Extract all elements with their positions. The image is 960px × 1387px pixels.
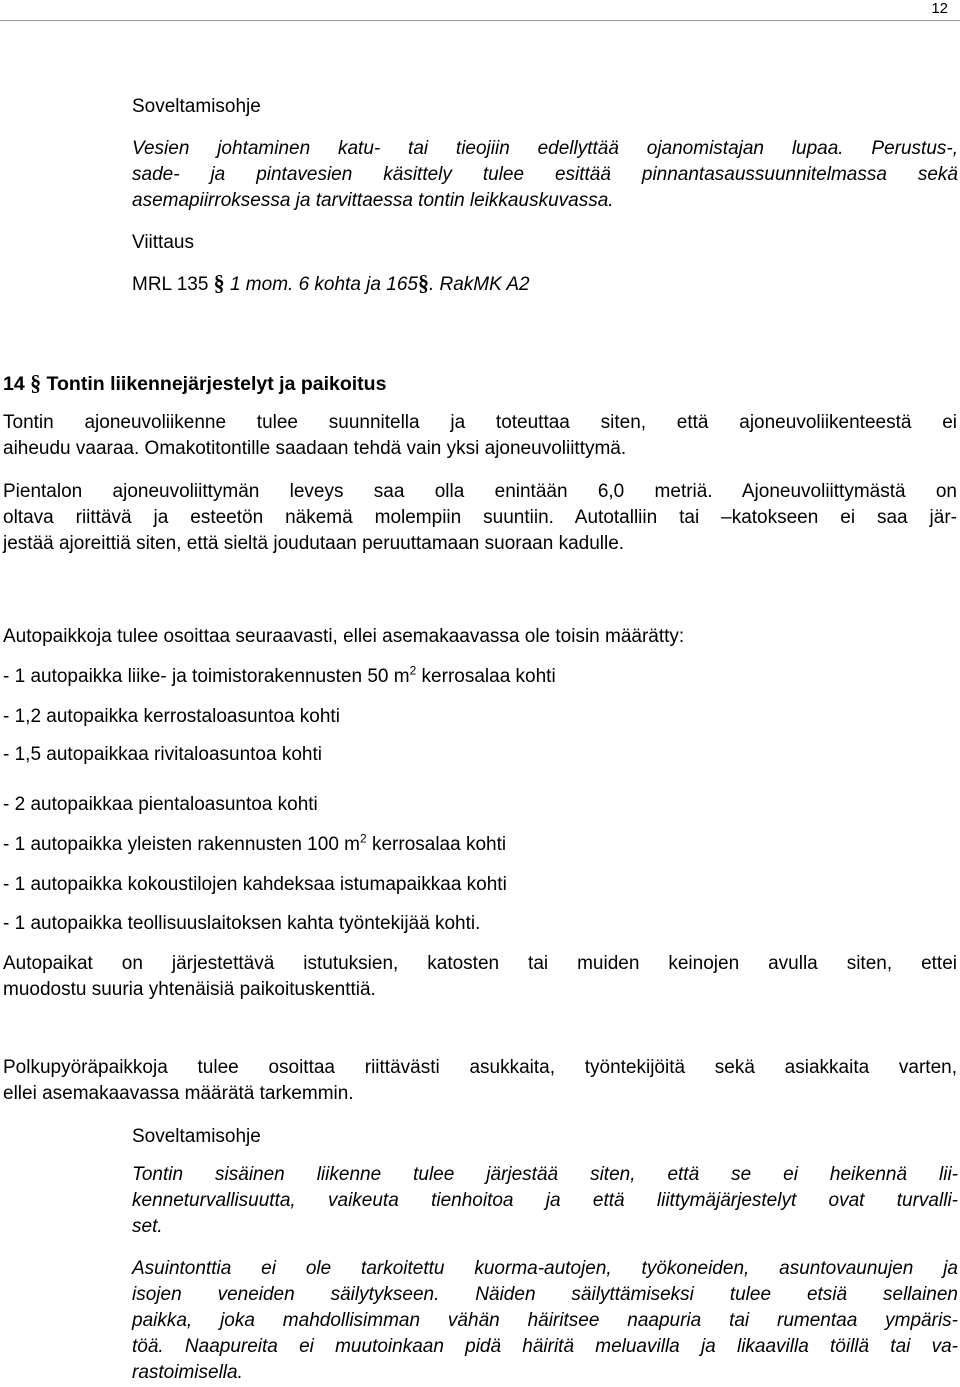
guide-paragraph [132, 136, 958, 214]
item-text: kerrosalaa kohti [416, 666, 556, 687]
body-paragraph [3, 410, 957, 462]
superscript: 2 [360, 831, 367, 846]
section-number: 14 [3, 373, 25, 395]
text-line: sade- ja pintavesien käsittely tulee esittää pinnantasaussuunnitelmassa sekä [132, 164, 958, 185]
text-line: asemapiirroksessa ja tarvittaessa tontin leikkauskuvassa. [132, 190, 614, 211]
parking-intro: Autopaikkoja tulee osoittaa seuraavasti, ellei asemakaavassa ole toisin määrätty: [3, 626, 685, 647]
text-line: muodostu suuria yhtenäisiä paikoituskenttiä. [3, 979, 376, 1000]
text-line: Pientalon ajoneuvoliittymän leveys saa olla enintään 6,0 metriä. Ajoneuvoliittymästä on [3, 481, 957, 502]
section-sign-icon: § [30, 370, 42, 395]
body-paragraph [3, 1055, 957, 1107]
reference-heading: Viittaus [132, 232, 194, 253]
text-line: kenneturvallisuutta, vaikeuta tienhoitoa ja että liittymäjärjestelyt ovat turvalli- [132, 1190, 958, 1211]
parking-item: - 1 autopaikka teollisuuslaitoksen kahta työntekijää kohti. [3, 913, 481, 934]
text-line: paikka, joka mahdollisimman vähän häiritsee naapuria tai rumentaa ympäris- [132, 1310, 958, 1331]
section-sign-icon: § [213, 270, 225, 295]
reference-part: . RakMK A2 [428, 274, 530, 295]
text-line: Tontin ajoneuvoliikenne tulee suunnitella ja toteuttaa siten, että ajoneuvoliikenteestä ei [3, 412, 957, 433]
text-line: isojen veneiden säilytykseen. Näiden säilyttämiseksi tulee etsiä sellainen [132, 1284, 958, 1305]
guide-paragraph [132, 1162, 958, 1240]
text-line: ellei asemakaavassa määrätä tarkemmin. [3, 1083, 354, 1104]
text-line: töä. Naapureita ei muutoinkaan pidä häiritä meluavilla ja likaavilla töillä tai va- [132, 1336, 958, 1357]
body-paragraph [3, 951, 957, 1003]
reference-text [132, 270, 958, 298]
parking-item: - 1,5 autopaikkaa rivitaloasuntoa kohti [3, 744, 322, 765]
text-line: Autopaikat on järjestettävä istutuksien, katosten tai muiden keinojen avulla siten, ettei [3, 953, 957, 974]
guide-heading: Soveltamisohje [132, 1126, 261, 1147]
text-line: Vesien johtaminen katu- tai tieojiin edellyttää ojanomistajan lupaa. Perustus-, [132, 138, 958, 159]
text-line: aiheudu vaaraa. Omakotitontille saadaan tehdä vain yksi ajoneuvoliittymä. [3, 438, 627, 459]
section-title: Tontin liikennejärjestelyt ja paikoitus [46, 373, 387, 395]
superscript: 2 [409, 663, 417, 678]
text-line: set. [132, 1216, 163, 1237]
page-number: 12 [931, 0, 948, 17]
item-text: - 1 autopaikka liike- ja toimistorakennusten 50 m [3, 666, 410, 687]
section-heading [3, 370, 957, 397]
guide-paragraph [132, 1256, 958, 1386]
text-line: Tontin sisäinen liikenne tulee järjestää siten, että se ei heikennä lii- [132, 1164, 958, 1185]
text-line: Asuintonttia ei ole tarkoitettu kuorma-autojen, työkoneiden, asuntovaunujen ja [132, 1258, 958, 1279]
guide-heading: Soveltamisohje [132, 96, 261, 117]
text-line: rastoimisella. [132, 1362, 243, 1383]
header-rule [0, 20, 960, 21]
item-text: - 1 autopaikka yleisten rakennusten 100 m [3, 834, 360, 855]
text-line: oltava riittävä ja esteetön näkemä molempiin suuntiin. Autotalliin tai –katokseen ei saa jär- [3, 507, 957, 528]
text-line: jestää ajoreittiä siten, että sieltä joudutaan peruuttamaan suoraan kadulle. [3, 533, 625, 554]
text-line: Polkupyöräpaikkoja tulee osoittaa riittävästi asukkaita, työntekijöitä sekä asiakkaita varten, [3, 1057, 957, 1078]
parking-item: - 1,2 autopaikka kerrostaloasuntoa kohti [3, 706, 340, 727]
body-paragraph [3, 479, 957, 557]
parking-item [3, 832, 957, 858]
parking-item [3, 664, 957, 690]
parking-item: - 1 autopaikka kokoustilojen kahdeksaa istumapaikkaa kohti [3, 874, 507, 895]
reference-part: MRL 135 [132, 274, 209, 295]
item-text: kerrosalaa kohti [366, 834, 507, 855]
section-sign-icon: § [417, 270, 429, 295]
parking-item: - 2 autopaikkaa pientaloasuntoa kohti [3, 794, 318, 815]
reference-part: 1 mom. 6 kohta ja 165 [229, 274, 418, 295]
